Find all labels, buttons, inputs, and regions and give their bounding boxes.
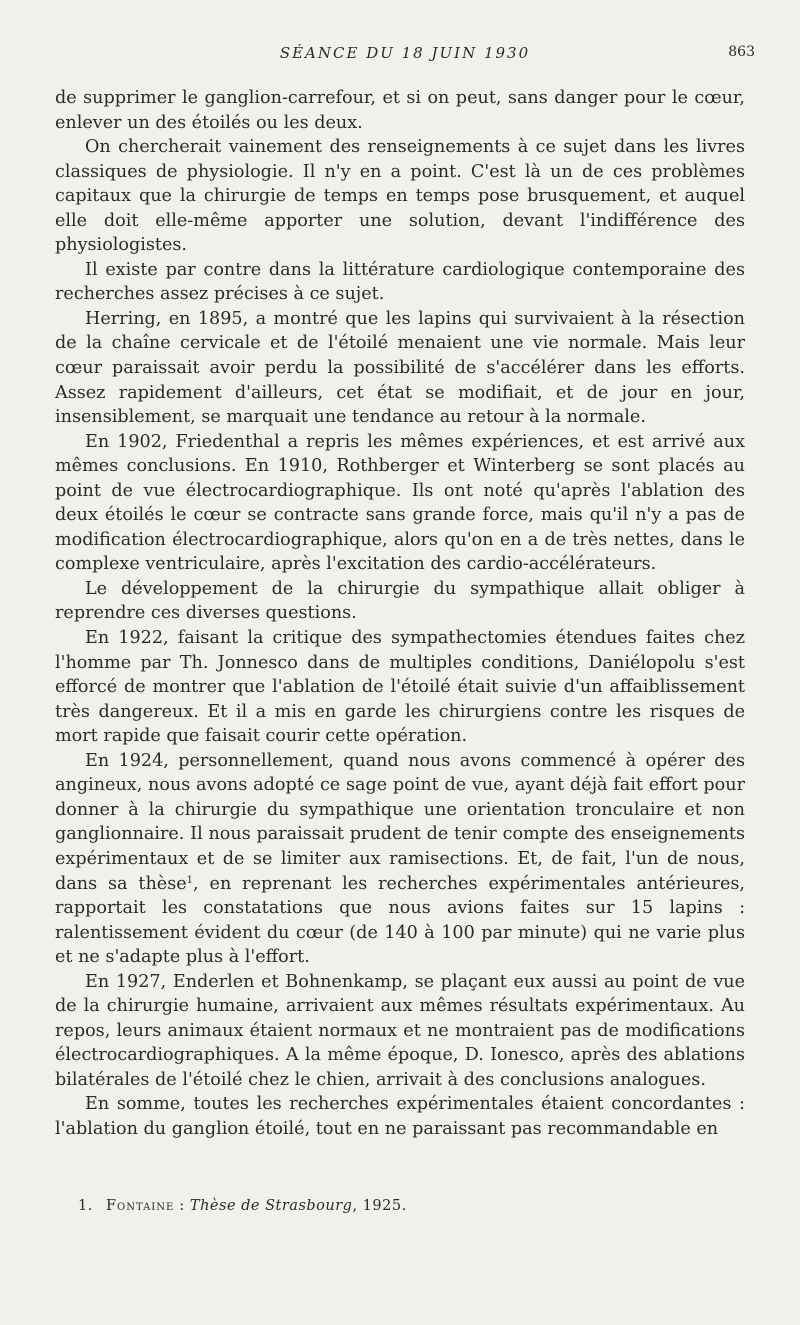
paragraph: Herring, en 1895, a montré que les lapins qui survivaient à la résection de la chaîne cervicale et de l'étoilé menaient une vie normale. Mais leur cœur paraissait avoir perdu la possibilité de s'accélérer dans les efforts. Assez rapidement d'ailleurs, cet état se modifiait, et de jour en jour, insensiblement, se marquait une tendance au retour à la normale. (55, 308, 745, 428)
paragraph: En 1902, Friedenthal a repris les mêmes expériences, et est arrivé aux mêmes conclusions. En 1910, Rothberger et Winterberg se sont placés au point de vue électrocardiographique. Ils ont noté qu'après l'ablation des deux étoilés le cœur se contracte sans grande force, mais qu'il n'y a pas de modification électrocardiographique, alors qu'on en a de très nettes, dans le complexe ventriculaire, après l'excitation des cardio-accélérateurs. (55, 431, 745, 575)
footnote-number: 1. (78, 1198, 93, 1214)
body-text (55, 86, 745, 1142)
paragraph: En 1927, Enderlen et Bohnenkamp, se plaçant eux aussi au point de vue de la chirurgie humaine, arrivaient aux mêmes résultats expérimentaux. Au repos, leurs animaux étaient normaux et ne montraient pas de modifications électrocardiographiques. A la même époque, D. Ionesco, après des ablations bilatérales de l'étoilé chez le chien, arrivait à des conclusions analogues. (55, 971, 745, 1090)
footnote-year: , 1925. (352, 1198, 407, 1214)
footnote-work: Thèse de Strasbourg (189, 1198, 353, 1214)
paragraph: Le développement de la chirurgie du sympathique allait obliger à reprendre ces diverses questions. (55, 578, 745, 624)
paragraph: de supprimer le ganglion-carrefour, et si on peut, sans danger pour le cœur, enlever un des étoilés ou les deux. (55, 88, 745, 133)
paragraph-text: , en reprenant les recherches expérimentales antérieures, rapportait les constatations que nous avions faites sur 15 lapins : ralentissement évident du cœur (de 140 à 100 par minute) qui ne varie plus et ne s'adapte plus à l'effort. (55, 873, 745, 968)
paragraph: On chercherait vainement des renseignements à ce sujet dans les livres classiques de physiologie. Il n'y en a point. C'est là un de ces problèmes capitaux que la chirurgie de temps en temps pose brusquement, et auquel elle doit elle-même apporter une solution, devant l'indifférence des physiologistes. (55, 137, 745, 256)
footnote-author: Fontaine (105, 1198, 175, 1214)
running-header (55, 44, 755, 70)
footnote-ref: 1 (186, 874, 194, 886)
footnote (78, 1198, 738, 1214)
header-title: SÉANCE DU 18 JUIN 1930 (279, 44, 531, 62)
paragraph (55, 749, 745, 970)
page-number: 863 (728, 44, 755, 60)
paragraph-text: En 1924, personnellement, quand nous avons commencé à opérer des angineux, nous avons adopté ce sage point de vue, ayant déjà fait effort pour donner à la chirurgie du sympathique une orientation tronculaire et non ganglionnaire. Il nous paraissait prudent de tenir compte des enseignements expérimentaux et de se limiter aux ramisections. Et, de fait, l'un de nous, dans sa thèse (55, 750, 745, 894)
footnote-separator: : (174, 1198, 190, 1214)
paragraph: En somme, toutes les recherches expérimentales étaient concordantes : l'ablation du ganglion étoilé, tout en ne paraissant pas recommandable en (55, 1094, 745, 1139)
paragraph: En 1922, faisant la critique des sympathectomies étendues faites chez l'homme par Th. Jonnesco dans de multiples conditions, Daniélopolu s'est efforcé de montrer que l'ablation de l'étoilé était suivie d'un affaiblissement très dangereux. Et il a mis en garde les chirurgiens contre les risques de mort rapide que faisait courir cette opération. (55, 628, 745, 747)
paragraph: Il existe par contre dans la littérature cardiologique contemporaine des recherches assez précises à ce sujet. (55, 259, 745, 305)
